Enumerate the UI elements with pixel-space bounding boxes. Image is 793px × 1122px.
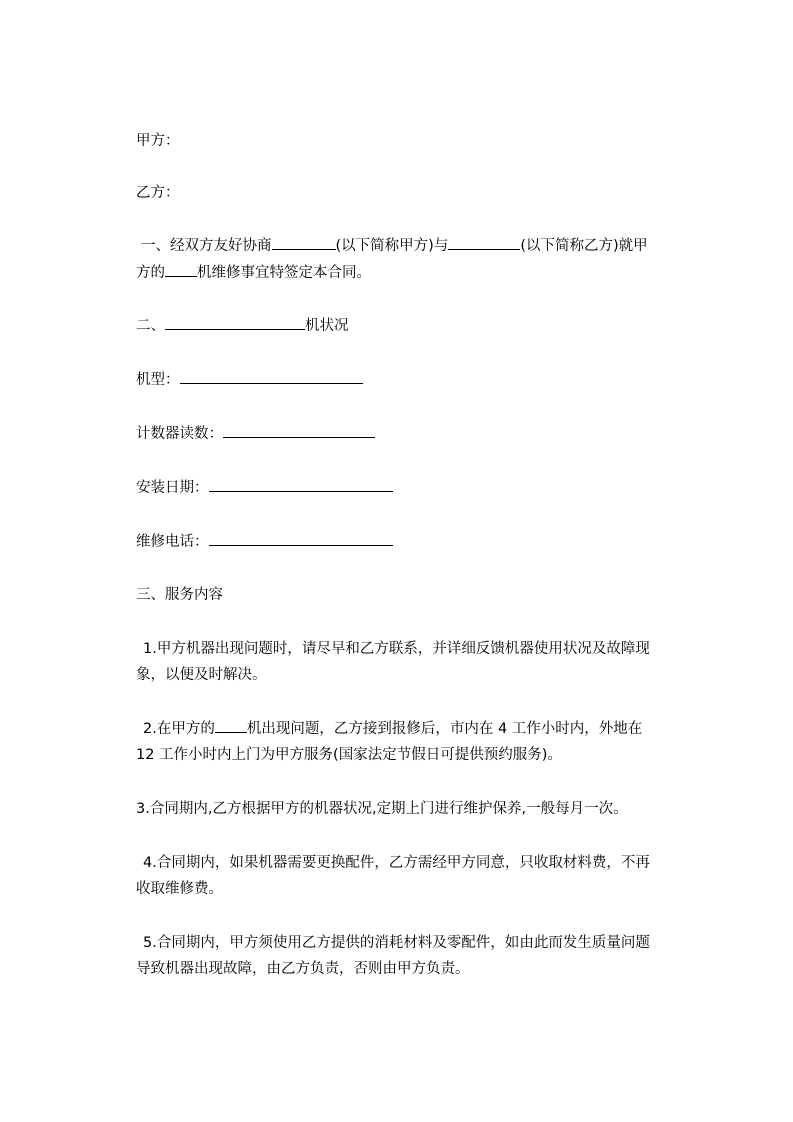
section2-heading xyxy=(136,313,349,340)
item4-line1-text: 4.合同期内，如果机器需要更换配件，乙方需经甲方同意，只收取材料费，不再 xyxy=(143,855,650,871)
item2-mid: 机出现问题，乙方接到报修后，市内在 4 工作小时内，外地在 xyxy=(246,721,643,737)
field-counter-line[interactable] xyxy=(223,421,375,438)
section1-line2-suffix: 机维修事宜特签定本合同。 xyxy=(197,265,371,281)
item4-line2 xyxy=(136,876,223,903)
blank-item2-machine[interactable] xyxy=(215,716,247,733)
field-model-line[interactable] xyxy=(180,367,363,384)
section1-heading-prefix: 一、经双方友好协商 xyxy=(141,238,272,254)
section1-blank-b-note: (以下简称乙方)就甲 xyxy=(520,238,648,254)
item1-line1 xyxy=(143,636,650,663)
party-a-label: 甲方： xyxy=(136,133,180,149)
field-phone-label: 维修电话： xyxy=(136,534,209,550)
field-install-date-line[interactable] xyxy=(209,475,393,492)
field-phone-line[interactable] xyxy=(209,529,393,546)
field-counter xyxy=(136,421,375,448)
item1-line2-text: 象，以便及时解决。 xyxy=(136,667,267,683)
section1-line2 xyxy=(136,260,371,287)
item4-line2-text: 收取维修费。 xyxy=(136,881,223,897)
item4-line1 xyxy=(143,850,650,877)
blank-machine-name[interactable] xyxy=(165,313,305,330)
section1-blank-a-note: (以下简称甲方)与 xyxy=(335,238,449,254)
field-counter-label: 计数器读数： xyxy=(136,426,223,442)
section2-heading-prefix: 二、 xyxy=(136,318,165,334)
party-b-label: 乙方： xyxy=(136,185,180,201)
item5-line2-text: 导致机器出现故障，由乙方负责，否则由甲方负责。 xyxy=(136,961,470,977)
field-install-date-label: 安装日期： xyxy=(136,480,209,496)
item2-line1 xyxy=(143,716,642,743)
item3-line xyxy=(136,796,628,823)
blank-party-b[interactable] xyxy=(448,233,520,250)
item2-line2-text: 12 工作小时内上门为甲方服务(国家法定节假日可提供预约服务)。 xyxy=(136,747,562,763)
item1-line2 xyxy=(136,662,267,689)
party-b-line xyxy=(136,180,180,207)
item5-line1-text: 5.合同期内，甲方须使用乙方提供的消耗材料及零配件，如由此而发生质量问题 xyxy=(143,935,650,951)
item5-line1 xyxy=(143,930,650,957)
item2-line2 xyxy=(136,742,562,769)
section3-heading-text: 三、服务内容 xyxy=(136,587,223,603)
section2-heading-suffix: 机状况 xyxy=(305,318,349,334)
party-a-line xyxy=(136,128,180,155)
item5-line2 xyxy=(136,956,470,983)
item3-text: 3.合同期内,乙方根据甲方的机器状况,定期上门进行维护保养,一般每月一次。 xyxy=(136,801,628,817)
item1-line1-text: 1.甲方机器出现问题时，请尽早和乙方联系，并详细反馈机器使用状况及故障现 xyxy=(143,641,650,657)
section1-line2-prefix: 方的 xyxy=(136,265,165,281)
item2-prefix: 2.在甲方的 xyxy=(143,721,215,737)
blank-machine-type[interactable] xyxy=(165,260,197,277)
field-model xyxy=(136,367,363,394)
field-model-label: 机型： xyxy=(136,372,180,388)
section1-line1 xyxy=(141,233,648,260)
section3-heading xyxy=(136,582,223,609)
blank-party-a[interactable] xyxy=(272,233,336,250)
field-install-date xyxy=(136,475,393,502)
field-phone xyxy=(136,529,393,556)
